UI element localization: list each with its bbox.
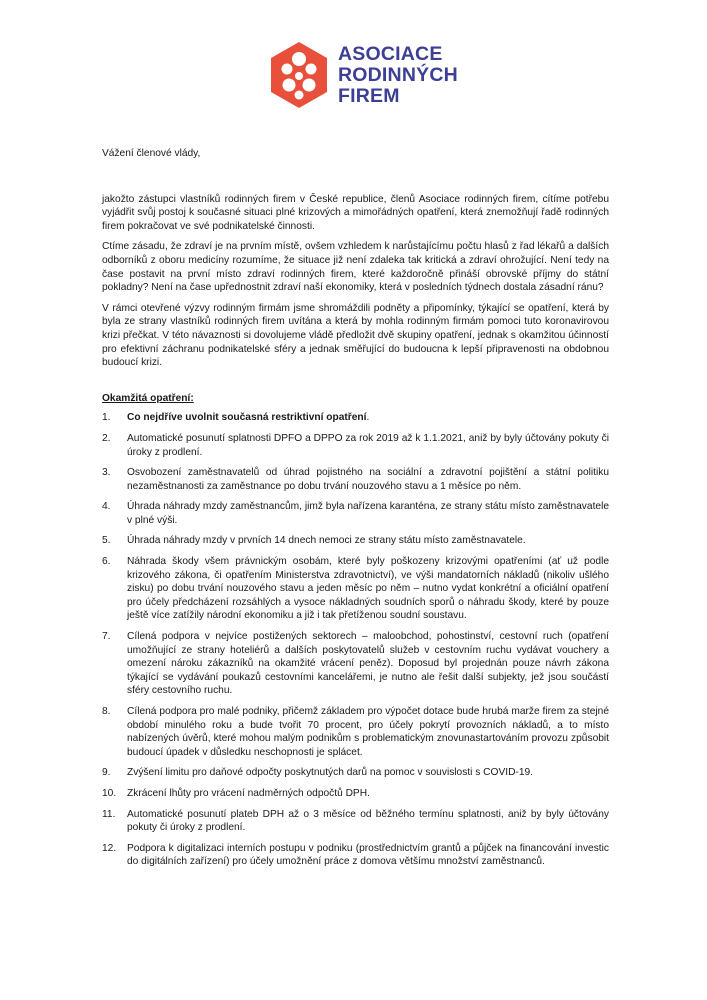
list-item [102,630,609,698]
list-item [102,432,609,459]
list-item-number: 3. [102,467,111,479]
list-item [102,705,609,759]
list-item-text: Podpora k digitalizaci interních postupu v podniku (prostřednictvím grantů a půjček na financování investic do digitálních zařízení) pro účely umožnění práce z domova většímu množství zaměstnanců. [127,842,609,868]
list-item-number: 9. [102,767,111,779]
list-item [102,766,609,780]
list-item [102,411,609,425]
list-item [102,534,609,548]
list-item [102,808,609,835]
list-item-number: 5. [102,535,111,547]
list-item-number: 12. [102,842,117,854]
logo-text [338,44,458,107]
list-item-number: 6. [102,556,111,568]
paragraph-1: jakožto zástupci vlastníků rodinných firem v České republice, členů Asociace rodinných firem, cítíme potřebu vyjádřit svůj postoj k současné situaci plné krizových a mimořádných opatření, která znemožňují řadě rodinných firem pokračovat ve své podnikatelské činnosti. [102,193,609,232]
list-item-text: Automatické posunutí splatnosti DPFO a DPPO za rok 2019 až k 1.1.2021, aniž by byly účtovány pokuty či úroky z prodlení. [127,432,609,458]
list-item-number: 2. [102,432,111,444]
logo-line-3: FIREM [338,84,400,107]
list-item-text: Úhrada náhrady mzdy v prvních 14 dnech nemoci ze strany státu místo zaměstnavatele. [127,535,526,547]
paragraph-2: Ctíme zásadu, že zdraví je na prvním místě, ovšem vzhledem k narůstajícímu počtu hlasů z řad lékařů a dalších odborníků z oboru medicíny rozumíme, že situace již není zdaleka tak kritická a zdraví ohrožující. Není tedy na čase postavit na první místo zdraví rodinných firem, které každoročně přináší obrovské příjmy do státní pokladny? Není na čase upřednostnit zdraví naší ekonomiky, která v posledních týdnech dostala zásadní ránu? [102,241,609,294]
list-item [102,466,609,493]
list-item-text: Úhrada náhrady mzdy zaměstnancům, jimž byla nařízena karanténa, ze strany státu místo zaměstnavatele v plné výši. [127,501,609,526]
list-item-number: 8. [102,706,111,717]
list-item-number: 11. [102,808,116,820]
paragraph-3: V rámci otevřené výzvy rodinným firmám jsme shromáždili podněty a připomínky, týkající se opatření, která by byla ze strany vlastníků rodinných firem uvítána a která by mohla rodinným firmám pomoci tuto koronavirovou krizi přečkat. V této návaznosti si dovolujeme vládě předložit dvě skupiny opatření, jednak s okamžitou účinností pro efektivní záchranu podnikatelské sféry a jednak směřující do budoucna k lepší připravenosti na obdobnou budoucí krizi. [102,302,609,369]
list-item-number: 4. [102,501,111,513]
list-item-text: Cílená podpora pro malé podniky, přičemž základem pro výpočet dotace bude hrubá marže firem za stejné období minulého roku a bude tvořit 70 procent, pro účely pokrytí provozních nákladů, a to místo nabízených úvěrů, které mohou malým podnikům s problematickým znovunastartováním provozu způsobit budoucí úpadek v důsledku neschopnosti je splácet. [127,706,609,758]
greeting: Vážení členové vlády, [102,148,201,159]
list-item-text: Zvýšení limitu pro daňové odpočty poskytnutých darů na pomoc v souvislosti s COVID-19. [127,767,533,779]
list-item [102,842,609,869]
logo-line-1: ASOCIACE [338,42,443,65]
list-item-text: Zkrácení lhůty pro vrácení nadměrných odpočtů DPH. [127,787,370,799]
logo-hexagon-icon [268,40,330,110]
list-item-text: Cílená podpora v nejvíce postižených sektorech – maloobchod, pohostinství, cestovní ruch (opatření umožňující ze strany hoteliérů a dalších poskytovatelů služeb v cestovním ruchu vydávat vouchery a omezení nároku zákazníků na okamžité vrácení peněz). Doposud byl projednán pouze návrh zákona týkající se vydávání poukazů cestovními kancelářemi, je nutno ale řešit další subjekty, jež jsou součástí sféry cestovního ruchu. [127,631,609,697]
list-item-text: Náhrada škody všem právnickým osobám, které byly poškozeny krizovými opatřeními (ať už podle krizového zákona, či opatřením Ministerstva zdravotnictví), ve výši mandatorních nákladů (nikoliv ušlého zisku) po dobu trvání nouzového stavu a jeden měsíc po něm – nutno vydat konkrétní a oficiální opatření pro účely předcházení rozsáhlých a vysoce nákladných soudních sporů o náhradu škody, které by pouze ještě více zatížily národní ekonomiku a již i tak přetíženou soudní soustavu. [127,556,609,622]
section-heading: Okamžitá opatření: [102,392,194,404]
measures-list [102,411,609,869]
logo-line-2: RODINNÝCH [338,63,458,86]
list-item-number: 10. [102,787,117,799]
list-item-strong-text: Co nejdříve uvolnit současná restriktivní opatření [127,412,367,424]
list-item-text: Automatické posunutí plateb DPH až o 3 měsíce od běžného termínu splatnosti, aniž by byly účtovány pokuty či úroky z prodlení. [127,808,609,834]
list-item [102,555,609,623]
list-item-suffix: . [366,412,370,424]
list-item-number: 1. [102,412,111,424]
list-item [102,787,609,801]
list-item-text [127,411,609,425]
logo [268,40,468,110]
list-item-text: Osvobození zaměstnavatelů od úhrad pojistného na sociální a zdravotní pojištění a státní politiku nezaměstnanosti za zaměstnance po dobu trvání nouzového stavu a 1 měsíce po něm. [127,467,609,492]
letter-body [102,147,609,876]
list-item [102,500,609,527]
list-item-number: 7. [102,631,111,643]
